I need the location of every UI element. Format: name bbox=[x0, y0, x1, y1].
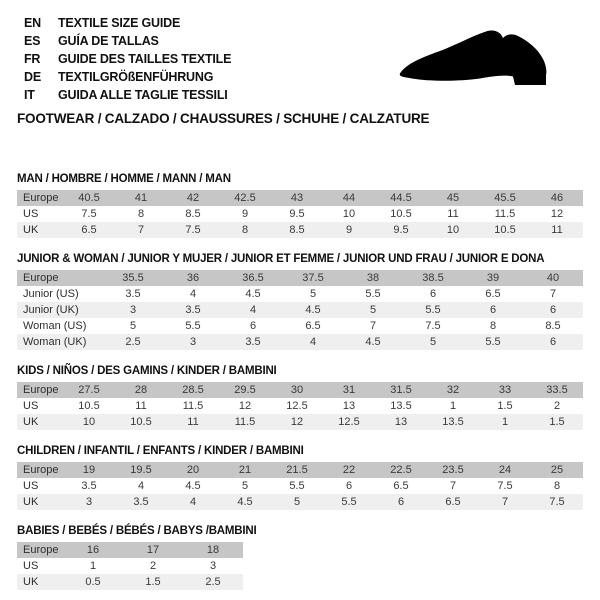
size-value: 10 bbox=[427, 222, 479, 238]
size-value: 16 bbox=[63, 542, 123, 558]
size-value: 13 bbox=[375, 414, 427, 430]
size-value: 5 bbox=[343, 302, 403, 318]
row-label: Europe bbox=[17, 270, 103, 286]
size-section bbox=[17, 525, 583, 590]
size-value: 6 bbox=[523, 302, 583, 318]
row-label: Europe bbox=[17, 462, 63, 478]
row-label: US bbox=[23, 480, 39, 492]
size-value: 44 bbox=[323, 190, 375, 206]
size-value: 40.5 bbox=[63, 190, 115, 206]
size-value: 7 bbox=[369, 320, 377, 332]
language-code: FR bbox=[24, 52, 41, 66]
row-label: UK bbox=[17, 574, 63, 590]
size-value: 33.5 bbox=[531, 382, 583, 398]
size-value: 1 bbox=[449, 400, 457, 412]
size-value: 13.5 bbox=[427, 414, 479, 430]
size-value: 45.5 bbox=[479, 190, 531, 206]
size-value: 6.5 bbox=[305, 320, 321, 332]
row-label: Woman (UK) bbox=[17, 334, 103, 350]
section-title: KIDS / NIÑOS / DES GAMINS / KINDER / BAMBINI bbox=[17, 365, 277, 377]
size-value: 6.5 bbox=[393, 480, 409, 492]
size-value: 42.5 bbox=[219, 190, 271, 206]
size-value: 7.5 bbox=[531, 494, 583, 510]
size-value: 7 bbox=[449, 480, 457, 492]
size-value: 9.5 bbox=[289, 208, 305, 220]
language-code: ES bbox=[24, 34, 41, 48]
size-value: 4.5 bbox=[219, 494, 271, 510]
size-value: 13 bbox=[342, 400, 356, 412]
size-value: 7.5 bbox=[497, 480, 513, 492]
size-section bbox=[17, 173, 583, 238]
size-value: 4 bbox=[189, 288, 197, 300]
size-value: 3 bbox=[209, 560, 217, 572]
size-value: 18 bbox=[183, 542, 243, 558]
header-row bbox=[17, 542, 243, 558]
size-value: 7 bbox=[549, 288, 557, 300]
size-value: 10.5 bbox=[390, 208, 412, 220]
size-section bbox=[17, 445, 583, 510]
size-tables bbox=[17, 173, 583, 590]
size-row bbox=[17, 494, 583, 510]
section-title: BABIES / BEBÉS / BÉBÉS / BABYS /BAMBINI bbox=[17, 525, 257, 537]
size-value: 5.5 bbox=[185, 320, 201, 332]
size-value: 37.5 bbox=[283, 270, 343, 286]
size-value: 31.5 bbox=[375, 382, 427, 398]
row-label: US bbox=[23, 560, 39, 572]
size-value: 39 bbox=[463, 270, 523, 286]
size-value: 2 bbox=[149, 560, 157, 572]
size-value: 27.5 bbox=[63, 382, 115, 398]
size-value: 6 bbox=[375, 494, 427, 510]
language-code: IT bbox=[24, 88, 35, 102]
size-value: 3 bbox=[163, 334, 223, 350]
size-value: 3 bbox=[63, 494, 115, 510]
size-value: 30 bbox=[271, 382, 323, 398]
header-row bbox=[17, 190, 583, 206]
size-value: 20 bbox=[167, 462, 219, 478]
size-value: 4.5 bbox=[343, 334, 403, 350]
size-value: 3.5 bbox=[223, 334, 283, 350]
size-value: 3.5 bbox=[125, 288, 141, 300]
row-label: Europe bbox=[17, 382, 63, 398]
size-value: 11.5 bbox=[494, 208, 516, 220]
row-label: UK bbox=[17, 222, 63, 238]
size-value: 24 bbox=[479, 462, 531, 478]
size-table bbox=[17, 382, 583, 430]
size-value: 4 bbox=[167, 494, 219, 510]
size-value: 9 bbox=[323, 222, 375, 238]
size-value: 19.5 bbox=[115, 462, 167, 478]
size-value: 44.5 bbox=[375, 190, 427, 206]
size-value: 11 bbox=[167, 414, 219, 430]
size-value: 1.5 bbox=[123, 574, 183, 590]
size-value: 6.5 bbox=[485, 288, 501, 300]
size-value: 4 bbox=[283, 334, 343, 350]
size-value: 22 bbox=[323, 462, 375, 478]
size-value: 6 bbox=[429, 288, 437, 300]
size-value: 4.5 bbox=[245, 288, 261, 300]
size-value: 2 bbox=[553, 400, 561, 412]
shoe-icon bbox=[396, 28, 580, 92]
language-code: DE bbox=[24, 70, 41, 84]
size-value: 32 bbox=[427, 382, 479, 398]
header-row bbox=[17, 270, 583, 286]
section-title: JUNIOR & WOMAN / JUNIOR Y MUJER / JUNIOR ET FEMME / JUNIOR UND FRAU / JUNIOR E DONA bbox=[17, 253, 545, 265]
language-label: GUIDE DES TAILLES TEXTILE bbox=[58, 52, 232, 66]
category-title: FOOTWEAR / CALZADO / CHAUSSURES / SCHUHE / CALZATURE bbox=[17, 111, 430, 126]
language-label: GUIDA ALLE TAGLIE TESSILI bbox=[58, 88, 228, 102]
size-value: 6.5 bbox=[63, 222, 115, 238]
row-label: Junior (US) bbox=[23, 288, 79, 300]
size-value: 36.5 bbox=[223, 270, 283, 286]
size-value: 8.5 bbox=[271, 222, 323, 238]
size-value: 6.5 bbox=[427, 494, 479, 510]
size-value: 5 bbox=[309, 288, 317, 300]
language-label: TEXTILGRÖßENFÜHRUNG bbox=[58, 70, 214, 84]
size-value: 5.5 bbox=[403, 302, 463, 318]
size-value: 4 bbox=[223, 302, 283, 318]
size-table bbox=[17, 542, 243, 590]
size-value: 1 bbox=[89, 560, 97, 572]
size-value: 29.5 bbox=[219, 382, 271, 398]
size-value: 41 bbox=[115, 190, 167, 206]
size-row bbox=[17, 222, 583, 238]
row-label: Europe bbox=[17, 542, 63, 558]
size-value: 12 bbox=[238, 400, 252, 412]
size-value: 25 bbox=[531, 462, 583, 478]
size-value: 3.5 bbox=[115, 494, 167, 510]
size-value: 8 bbox=[489, 320, 497, 332]
size-value: 8.5 bbox=[185, 208, 201, 220]
size-value: 28.5 bbox=[167, 382, 219, 398]
header-row bbox=[17, 382, 583, 398]
size-value: 10 bbox=[63, 414, 115, 430]
size-value: 10.5 bbox=[479, 222, 531, 238]
row-label: Europe bbox=[17, 190, 63, 206]
language-code: EN bbox=[24, 16, 41, 30]
size-value: 8 bbox=[553, 480, 561, 492]
row-label: UK bbox=[17, 414, 63, 430]
size-value: 7 bbox=[115, 222, 167, 238]
size-value: 1.5 bbox=[531, 414, 583, 430]
row-label: UK bbox=[17, 494, 63, 510]
size-value: 9 bbox=[241, 208, 249, 220]
size-value: 13.5 bbox=[390, 400, 412, 412]
size-value: 5 bbox=[241, 480, 249, 492]
size-row bbox=[17, 206, 583, 222]
size-value: 6 bbox=[345, 480, 353, 492]
size-value: 10 bbox=[342, 208, 356, 220]
row-label: Junior (UK) bbox=[17, 302, 103, 318]
size-section bbox=[17, 365, 583, 430]
size-value: 10.5 bbox=[78, 400, 100, 412]
size-value: 9.5 bbox=[375, 222, 427, 238]
size-value: 40 bbox=[523, 270, 583, 286]
size-value: 8 bbox=[219, 222, 271, 238]
size-value: 11.5 bbox=[219, 414, 271, 430]
size-row bbox=[17, 302, 583, 318]
size-row bbox=[17, 334, 583, 350]
size-value: 12 bbox=[550, 208, 564, 220]
size-value: 5.5 bbox=[323, 494, 375, 510]
size-value: 8.5 bbox=[545, 320, 561, 332]
header-row bbox=[17, 462, 583, 478]
size-value: 10.5 bbox=[115, 414, 167, 430]
size-value: 19 bbox=[63, 462, 115, 478]
size-value: 38.5 bbox=[403, 270, 463, 286]
size-value: 42 bbox=[167, 190, 219, 206]
size-table bbox=[17, 190, 583, 238]
size-row bbox=[17, 318, 583, 334]
row-label: US bbox=[23, 208, 39, 220]
size-value: 3 bbox=[103, 302, 163, 318]
section-title: CHILDREN / INFANTIL / ENFANTS / KINDER / BAMBINI bbox=[17, 445, 304, 457]
language-label: TEXTILE SIZE GUIDE bbox=[58, 16, 181, 30]
size-value: 0.5 bbox=[63, 574, 123, 590]
size-value: 1 bbox=[479, 414, 531, 430]
size-section bbox=[17, 253, 583, 350]
size-value: 21.5 bbox=[271, 462, 323, 478]
size-value: 2.5 bbox=[183, 574, 243, 590]
size-value: 8 bbox=[137, 208, 145, 220]
size-value: 3.5 bbox=[163, 302, 223, 318]
size-value: 36 bbox=[163, 270, 223, 286]
size-value: 1.5 bbox=[497, 400, 513, 412]
size-value: 6 bbox=[523, 334, 583, 350]
size-value: 5.5 bbox=[463, 334, 523, 350]
size-value: 5 bbox=[271, 494, 323, 510]
size-value: 7 bbox=[479, 494, 531, 510]
size-value: 7.5 bbox=[425, 320, 441, 332]
size-value: 7.5 bbox=[167, 222, 219, 238]
size-value: 6 bbox=[249, 320, 257, 332]
size-value: 5.5 bbox=[365, 288, 381, 300]
size-value: 45 bbox=[427, 190, 479, 206]
row-label: Woman (US) bbox=[23, 320, 87, 332]
size-value: 12 bbox=[271, 414, 323, 430]
size-value: 5.5 bbox=[289, 480, 305, 492]
size-value: 22.5 bbox=[375, 462, 427, 478]
size-value: 2.5 bbox=[103, 334, 163, 350]
size-row bbox=[17, 558, 243, 574]
size-value: 46 bbox=[531, 190, 583, 206]
row-label: US bbox=[23, 400, 39, 412]
size-row bbox=[17, 414, 583, 430]
size-row bbox=[17, 478, 583, 494]
size-value: 4.5 bbox=[185, 480, 201, 492]
language-label: GUÍA DE TALLAS bbox=[58, 34, 159, 48]
size-value: 11.5 bbox=[182, 400, 204, 412]
size-value: 12.5 bbox=[323, 414, 375, 430]
size-table bbox=[17, 462, 583, 510]
size-value: 43 bbox=[271, 190, 323, 206]
size-value: 7.5 bbox=[81, 208, 97, 220]
size-value: 23.5 bbox=[427, 462, 479, 478]
size-value: 5 bbox=[129, 320, 137, 332]
size-row bbox=[17, 574, 243, 590]
size-value: 11 bbox=[447, 208, 459, 220]
size-value: 4 bbox=[137, 480, 145, 492]
size-value: 5 bbox=[403, 334, 463, 350]
size-row bbox=[17, 286, 583, 302]
size-value: 12.5 bbox=[286, 400, 308, 412]
size-value: 33 bbox=[479, 382, 531, 398]
size-value: 35.5 bbox=[103, 270, 163, 286]
size-table bbox=[17, 270, 583, 350]
size-row bbox=[17, 398, 583, 414]
size-value: 4.5 bbox=[283, 302, 343, 318]
size-value: 21 bbox=[219, 462, 271, 478]
section-title: MAN / HOMBRE / HOMME / MANN / MAN bbox=[17, 173, 231, 185]
size-value: 11 bbox=[135, 400, 147, 412]
size-value: 3.5 bbox=[81, 480, 97, 492]
size-value: 28 bbox=[115, 382, 167, 398]
size-value: 17 bbox=[123, 542, 183, 558]
size-value: 6 bbox=[463, 302, 523, 318]
size-value: 31 bbox=[323, 382, 375, 398]
size-value: 11 bbox=[531, 222, 583, 238]
size-value: 38 bbox=[343, 270, 403, 286]
